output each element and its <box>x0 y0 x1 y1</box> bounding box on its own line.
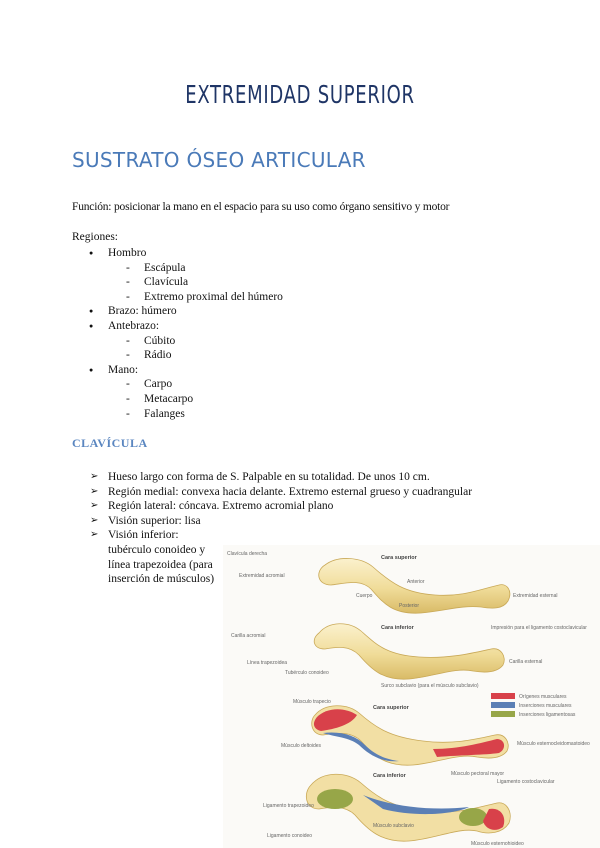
region-item <box>72 246 283 304</box>
bullet-item: ➢ Visión superior: lisa <box>90 514 472 529</box>
label-extremo-esternal: Extremidad esternal <box>513 593 558 599</box>
figure-title: Clavícula derecha <box>227 551 268 557</box>
region-subitem: - Metacarpo <box>108 392 283 407</box>
label-cuerpo: Cuerpo <box>356 593 373 599</box>
clavicle-illustration <box>223 545 600 848</box>
region-item <box>72 304 283 319</box>
clavicle-bullets <box>90 470 472 543</box>
label-surco: Surco subclavio (para el músculo subclavio) <box>381 683 479 689</box>
label-tuberculo-conoideo: Tubérculo conoideo <box>285 670 329 676</box>
label-posterior: Posterior <box>399 603 420 609</box>
view-label: Cara superior <box>381 555 417 561</box>
region-subitem: - Cúbito <box>108 334 283 349</box>
page-title: EXTREMIDAD SUPERIOR <box>185 80 415 109</box>
region-label: Brazo: húmero <box>108 305 177 318</box>
legend-swatch <box>491 702 515 708</box>
bullet-item: ➢ Región medial: convexa hacia delante. Extremo esternal grueso y cuadrangular <box>90 485 472 500</box>
label-ligamento-trapezoideo: Ligamento trapezoideo <box>263 803 314 809</box>
region-label: Hombro <box>108 247 147 259</box>
label-anterior: Anterior <box>407 579 425 585</box>
view-label: Cara superior <box>373 705 409 711</box>
clavicle-svg <box>223 545 600 848</box>
legend-item: Orígenes musculares <box>519 694 567 700</box>
intro-text: Función: posicionar la mano en el espacio para su uso como órgano sensitivo y motor <box>72 201 450 213</box>
label-musculo-subclavio: Músculo subclavio <box>373 823 414 829</box>
insertion-costoclavicular <box>459 808 487 826</box>
clavicle-bone-inferior <box>314 624 504 679</box>
legend-item: Inserciones ligamentosas <box>519 712 576 718</box>
label-musculo-trapecio: Músculo trapecio <box>293 699 331 705</box>
region-label: Mano: <box>108 363 139 376</box>
label-carilla-esternal: Carilla esternal <box>509 659 543 665</box>
label-musculo-pectoral: Músculo pectoral mayor <box>451 771 505 777</box>
bullet-item: ➢ Región lateral: cóncava. Extremo acromial plano <box>90 499 472 514</box>
label-carilla-acromial: Carilla acromial <box>231 633 266 639</box>
region-subitem: - Rádio <box>108 348 283 363</box>
legend-swatch <box>491 693 515 699</box>
inferior-detail: tubérculo conoideo y línea trapezoidea (para inserción de músculos) <box>108 544 215 586</box>
legend-swatch <box>491 711 515 717</box>
label-musculo-esternohioideo: Músculo esternohioideo <box>471 841 524 847</box>
region-subitem: - Extremo proximal del húmero <box>108 290 283 305</box>
label-linea-trapezoidea: Línea trapezoidea <box>247 660 288 666</box>
label-musculo-esternocleido: Músculo esternocleidomastoideo <box>517 741 590 747</box>
view-label: Cara inferior <box>381 625 414 631</box>
label-ligamento-conoideo: Ligamento conoideo <box>267 833 313 839</box>
region-sublist <box>108 261 283 305</box>
region-subitem: - Carpo <box>108 377 283 392</box>
regions-label: Regiones: <box>72 231 118 243</box>
region-item <box>72 363 283 421</box>
regions-list <box>72 246 283 421</box>
view-label: Cara inferior <box>373 773 406 779</box>
label-ligamento-costoclavicular: Ligamento costoclavicular <box>497 779 555 785</box>
region-subitem: - Falanges <box>108 407 283 422</box>
region-label: Antebrazo: <box>108 319 160 332</box>
region-sublist <box>108 334 283 363</box>
bullet-item: ➢ Hueso largo con forma de S. Palpable en su totalidad. De unos 10 cm. <box>90 470 472 485</box>
region-item <box>72 319 283 363</box>
subsection-title: CLAVÍCULA <box>72 436 148 450</box>
legend-item: Inserciones musculares <box>519 703 572 709</box>
region-sublist <box>108 377 283 421</box>
region-subitem: - Clavícula <box>108 275 283 290</box>
label-extremo-acromial: Extremidad acromial <box>239 573 285 579</box>
label-impresion: Impresión para el ligamento costoclavicular <box>491 625 587 631</box>
insertion-conoideo <box>317 789 353 809</box>
bullet-item: ➢ Visión inferior: <box>90 528 472 543</box>
label-musculo-deltoides: Músculo deltoides <box>281 743 322 749</box>
section-title: SUSTRATO ÓSEO ARTICULAR <box>72 148 366 172</box>
region-subitem: - Escápula <box>108 261 283 276</box>
